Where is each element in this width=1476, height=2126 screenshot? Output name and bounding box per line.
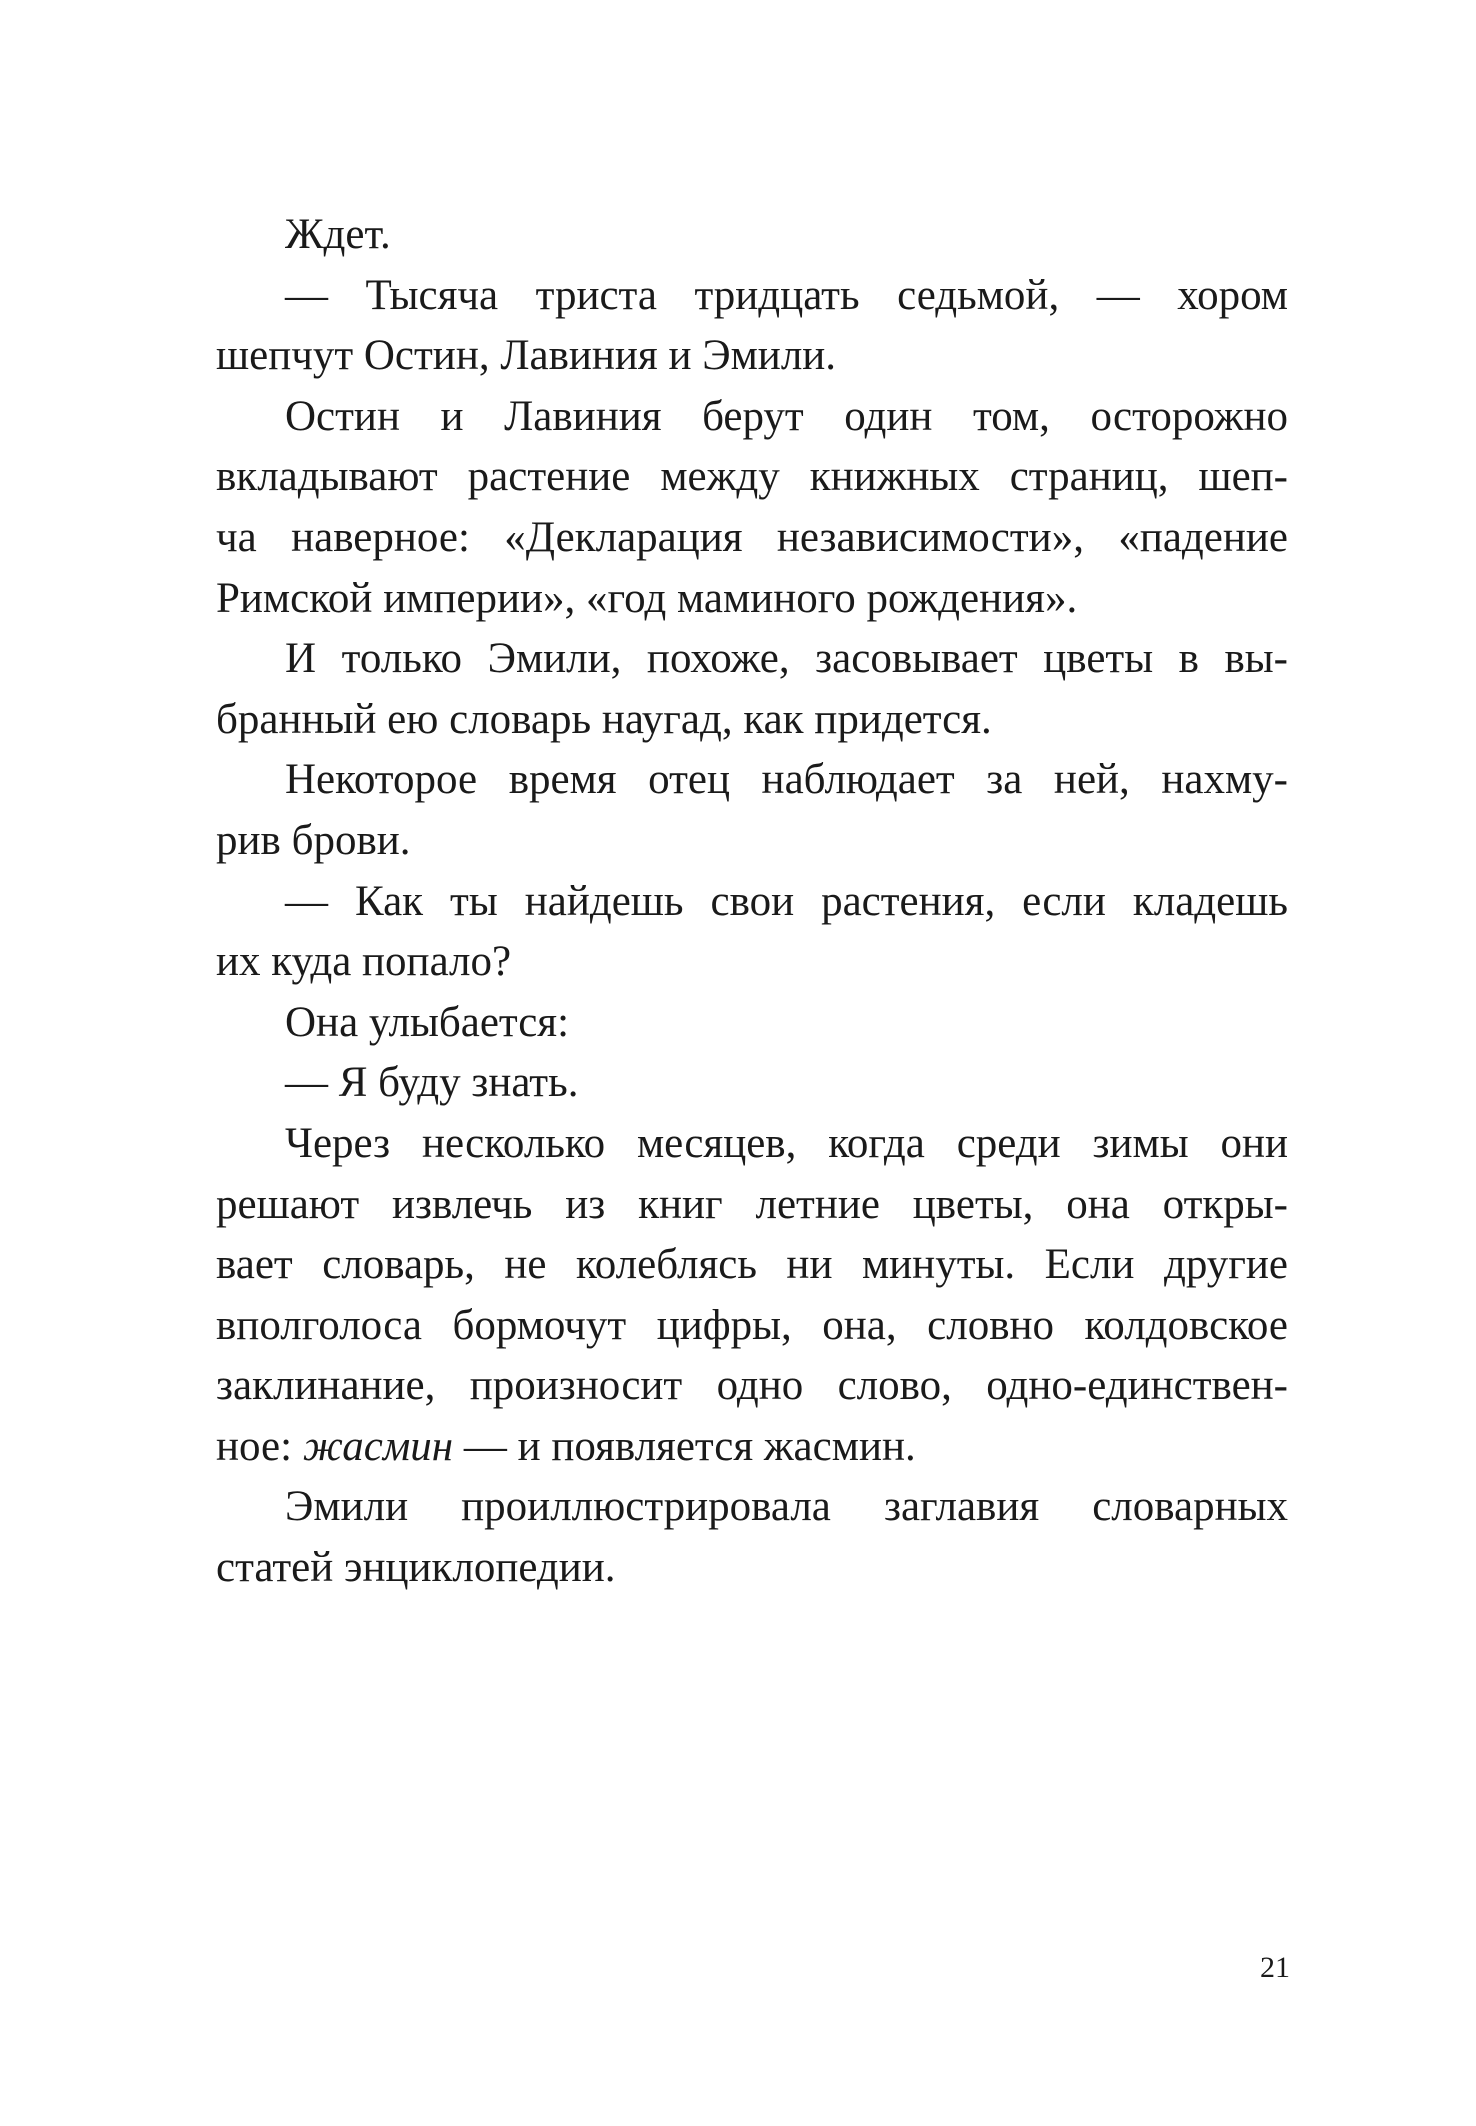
paragraph-line: статей энциклопедии. <box>216 1544 616 1592</box>
paragraph-line: вкладывают растение между книжных страниц, шеп- <box>216 453 1288 501</box>
paragraph-line: рив брови. <box>216 816 411 864</box>
text-run: — и появляется жасмин. <box>453 1422 916 1470</box>
paragraph-line: их куда попало? <box>216 938 512 986</box>
paragraph-line: вполголоса бормочут цифры, она, словно колдовское <box>216 1301 1288 1349</box>
paragraph-line: — Я буду знать. <box>285 1059 579 1107</box>
body-text <box>216 205 1288 1599</box>
paragraph-line: Римской империи», «год маминого рождения». <box>216 574 1078 622</box>
paragraph-line: — Тысяча триста тридцать седьмой, — хором <box>285 271 1288 319</box>
paragraph-line: Эмили проиллюстрировала заглавия словарных <box>285 1483 1288 1531</box>
paragraph-line: заклинание, произносит одно слово, одно-единствен- <box>216 1362 1288 1410</box>
paragraph-line: решают извлечь из книг летние цветы, она откры- <box>216 1180 1288 1228</box>
paragraph-line: шепчут Остин, Лавиния и Эмили. <box>216 332 837 380</box>
paragraph-line: — Как ты найдешь свои растения, если кладешь <box>285 877 1288 925</box>
paragraph-line: Некоторое время отец наблюдает за ней, нахму- <box>285 756 1288 804</box>
paragraph-line: Ждет. <box>285 211 391 258</box>
paragraph-line: вает словарь, не колеблясь ни минуты. Если другие <box>216 1241 1288 1289</box>
italic-word: жасмин <box>302 1422 454 1470</box>
paragraph-line: Через несколько месяцев, когда среди зимы они <box>285 1119 1288 1167</box>
paragraph-line: И только Эмили, похоже, засовывает цветы в вы- <box>285 635 1288 683</box>
page-number: 21 <box>1260 1951 1290 1984</box>
paragraph-line: ча наверное: «Декларация независимости», «падение <box>216 513 1288 561</box>
paragraph-line: бранный ею словарь наугад, как придется. <box>216 695 992 743</box>
paragraph-line: Остин и Лавиния берут один том, осторожно <box>285 392 1288 440</box>
paragraph-line <box>216 1417 1288 1478</box>
paragraph-line: Она улыбается: <box>285 998 570 1046</box>
text-run: ное: <box>216 1422 303 1470</box>
